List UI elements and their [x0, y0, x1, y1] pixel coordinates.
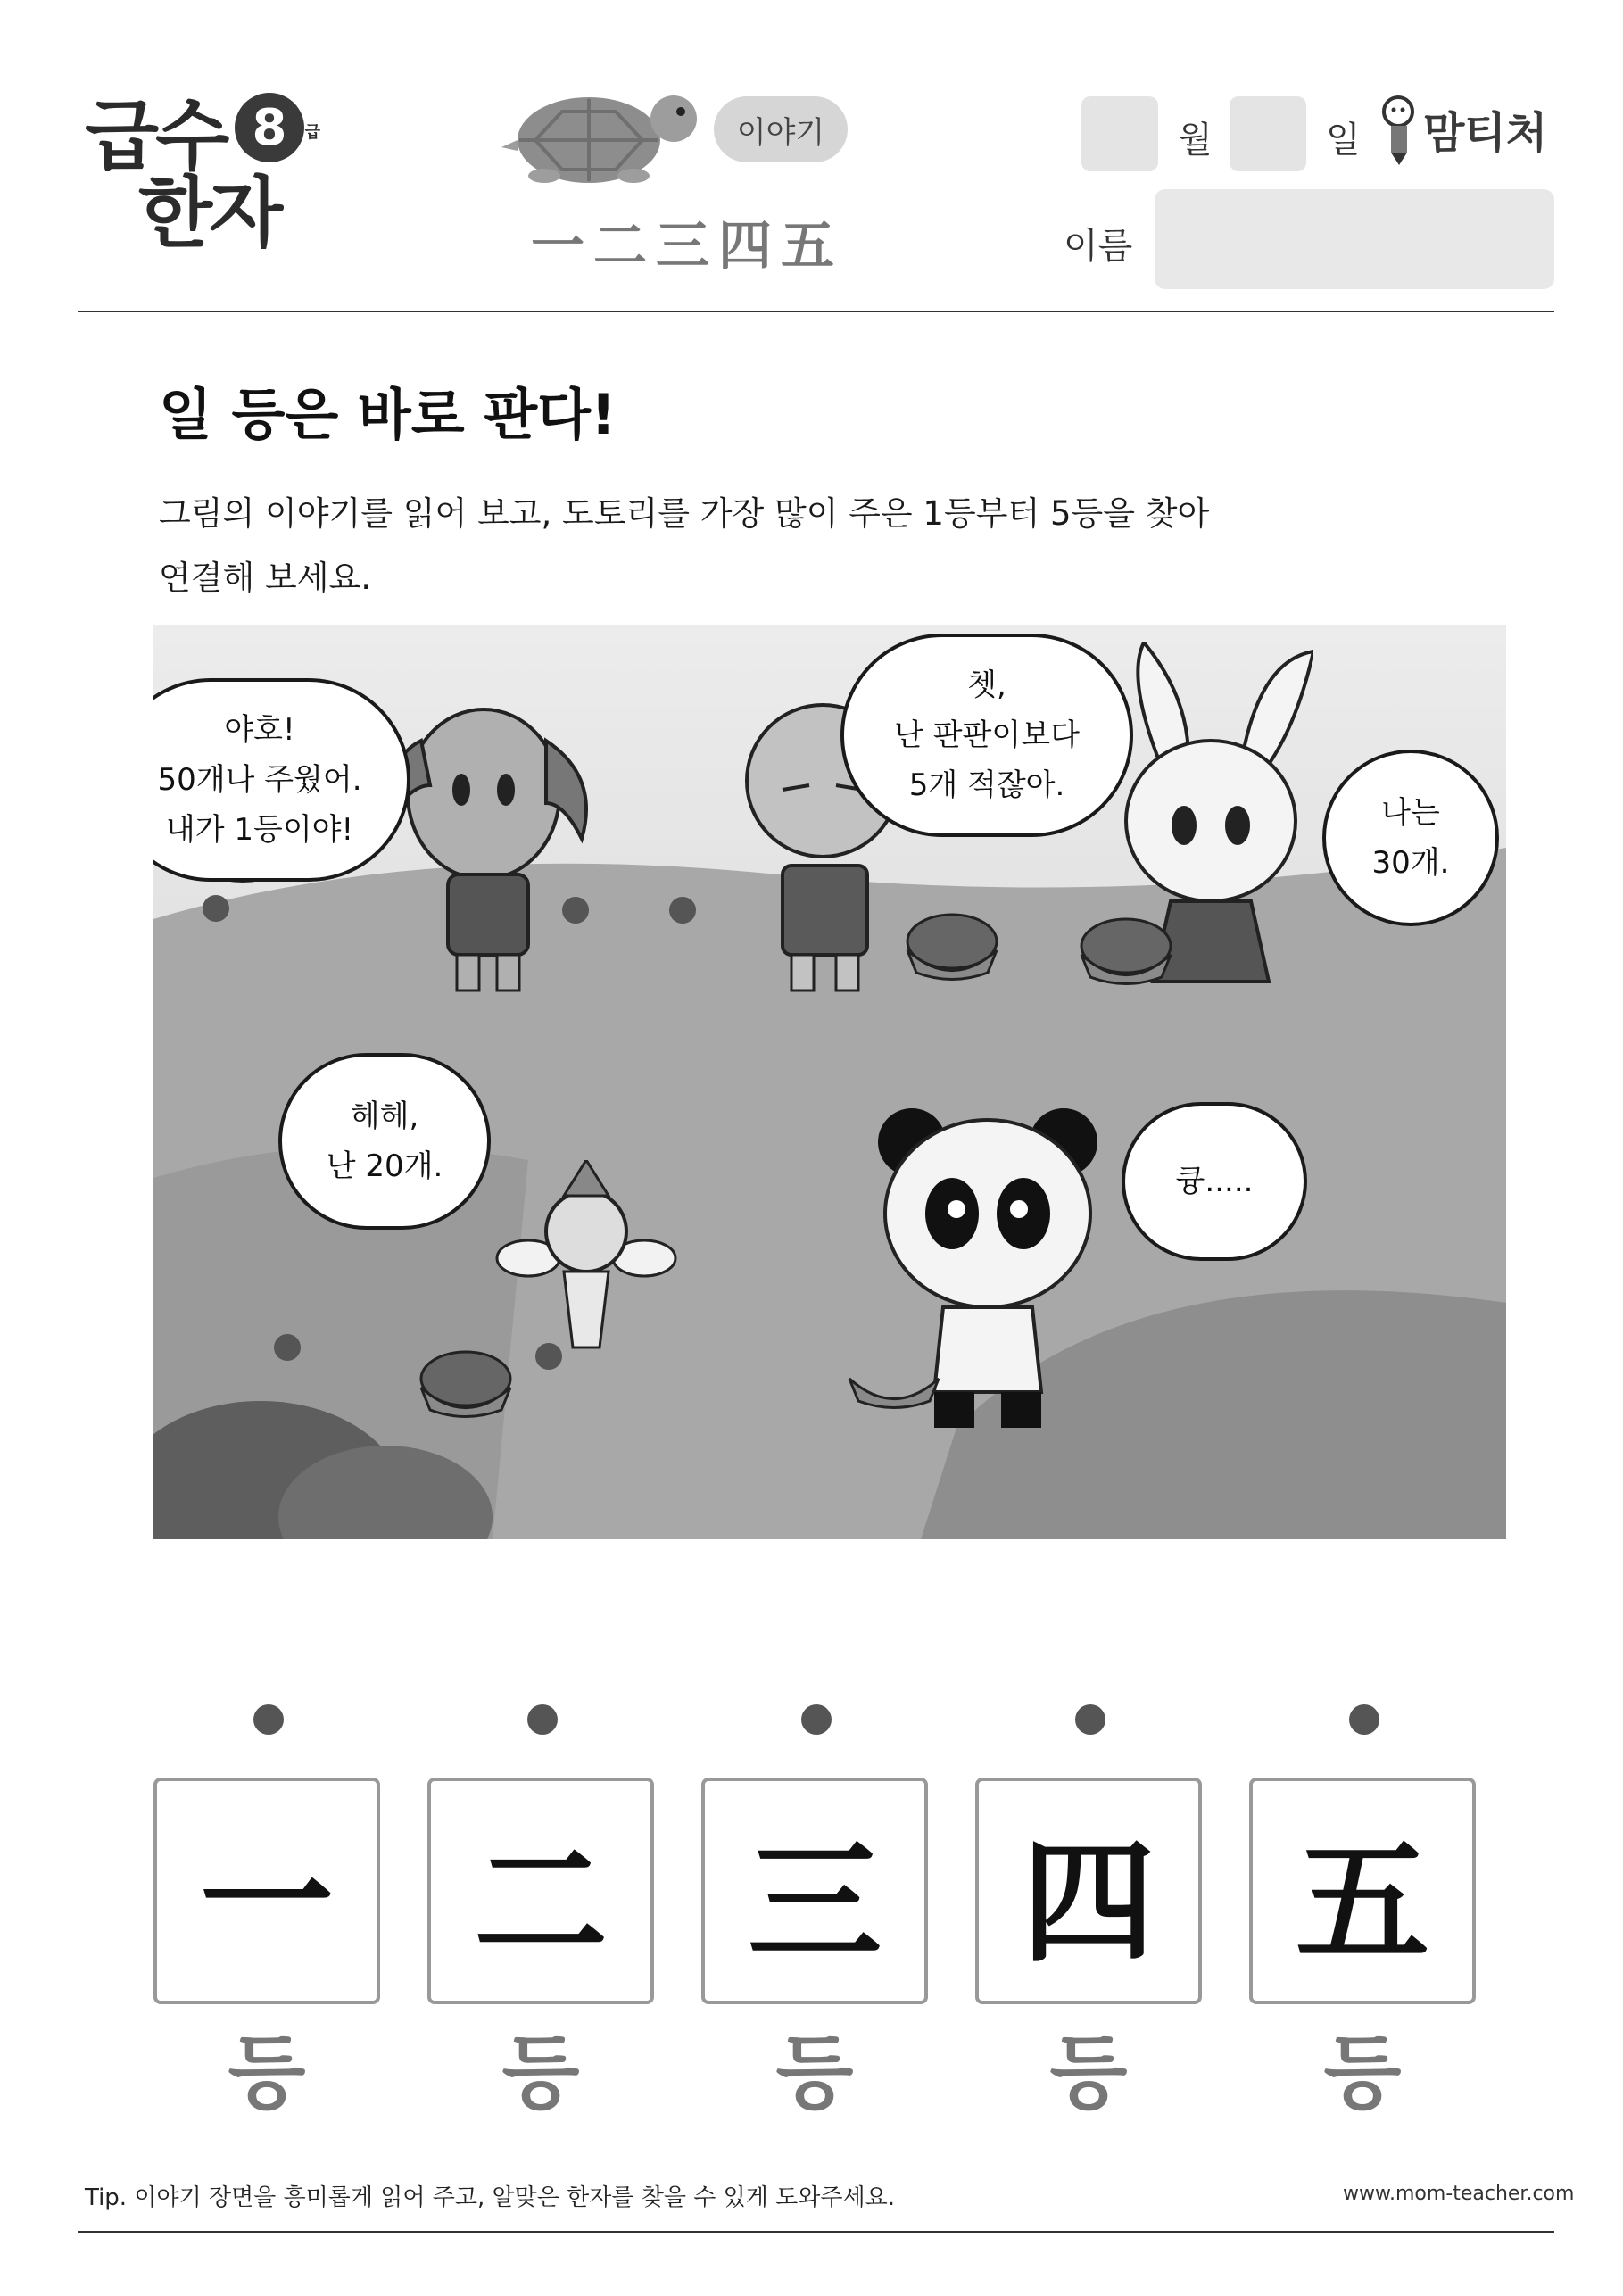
connect-dot-rabbit[interactable] [669, 897, 696, 924]
card-dot-5[interactable] [1349, 1704, 1379, 1735]
footer-divider [78, 2231, 1554, 2233]
hanja-card-2: 二 [427, 1778, 654, 2004]
empty-basket-panda [840, 1361, 948, 1414]
logo [85, 92, 326, 294]
dog-character [385, 705, 600, 1008]
bubble-text: 50개나 주웠어. [157, 762, 362, 798]
story-illustration [153, 625, 1506, 1539]
instructions-line1: 그림의 이야기를 읽어 보고, 도토리를 가장 많이 주은 1등부터 5등을 찾아 [159, 494, 1210, 533]
speech-bubble-rabbit [1322, 750, 1499, 926]
website-url[interactable]: www.mom-teacher.com [1343, 2183, 1575, 2205]
logo-line2: 한자 [138, 169, 280, 258]
instructions [159, 482, 1408, 610]
speech-bubble-monkey [840, 634, 1133, 837]
hanja-card-1: 一 [153, 1778, 380, 2004]
rank-label-1: 등 [228, 2027, 306, 2120]
card-dot-4[interactable] [1075, 1704, 1105, 1735]
name-input[interactable] [1155, 189, 1554, 289]
logo-level-badge [235, 93, 320, 162]
bubble-text: 내가 1등이야! [165, 812, 354, 848]
category-pill: 이야기 [714, 96, 848, 162]
connect-dot-panda[interactable] [535, 1343, 562, 1370]
logo-level-unit: 급 [304, 123, 320, 142]
logo-level: 8 [252, 98, 287, 157]
acorn-basket-rabbit [1072, 915, 1180, 986]
hanja-title: 一二三四五 [531, 215, 843, 278]
card-dot-2[interactable] [527, 1704, 558, 1735]
speech-bubble-dog [153, 678, 410, 882]
page-title: 일 등은 바로 판다! [159, 382, 617, 447]
bubble-text: 헤헤, [350, 1098, 419, 1134]
hanja-card-3: 三 [701, 1778, 928, 2004]
card-dot-1[interactable] [253, 1704, 284, 1735]
connect-dot-fairy[interactable] [274, 1334, 301, 1361]
tip-text: Tip. 이야기 장면을 흥미롭게 읽어 주고, 알맞은 한자를 찾을 수 있게 도와주세요. [85, 2184, 895, 2211]
hanja-card-4: 四 [975, 1778, 1202, 2004]
rank-label-5: 등 [1323, 2027, 1402, 2120]
rank-label-3: 등 [775, 2027, 854, 2120]
bubble-text: 쳇, [967, 667, 1006, 703]
card-dot-3[interactable] [801, 1704, 832, 1735]
bubble-text: 큥..... [1175, 1164, 1254, 1199]
day-input[interactable] [1230, 96, 1306, 171]
fairy-character [493, 1160, 680, 1365]
brand-logo: 맘티처 [1423, 108, 1548, 158]
bubble-text: 나는 [1381, 795, 1440, 831]
rank-label-4: 등 [1049, 2027, 1128, 2120]
bubble-text: 5개 적잖아. [908, 767, 1065, 803]
connect-dot-dog[interactable] [203, 895, 229, 922]
speech-bubble-panda [1122, 1102, 1307, 1261]
acorn-basket-monkey [898, 910, 1006, 982]
day-label: 일 [1326, 120, 1361, 161]
connect-dot-monkey[interactable] [562, 897, 589, 924]
hanja-card-5: 五 [1249, 1778, 1476, 2004]
matching-section [153, 1704, 1492, 2124]
bubble-text: 야호! [224, 712, 295, 748]
header-divider [78, 311, 1554, 312]
instructions-line2: 연결해 보세요. [159, 559, 371, 597]
bubble-text: 난 판판이보다 [894, 717, 1080, 753]
rank-label-2: 등 [501, 2027, 580, 2120]
turtle-icon [500, 85, 705, 183]
speech-bubble-fairy [278, 1053, 491, 1230]
pencil-icon [1379, 94, 1421, 165]
bubble-text: 난 20개. [326, 1148, 443, 1184]
bubble-text: 30개. [1371, 845, 1450, 881]
month-label: 월 [1178, 120, 1213, 161]
month-input[interactable] [1081, 96, 1158, 171]
acorn-basket-fairy [412, 1347, 519, 1419]
logo-line1: 급수 [85, 92, 227, 181]
name-label: 이름 [1064, 226, 1133, 267]
